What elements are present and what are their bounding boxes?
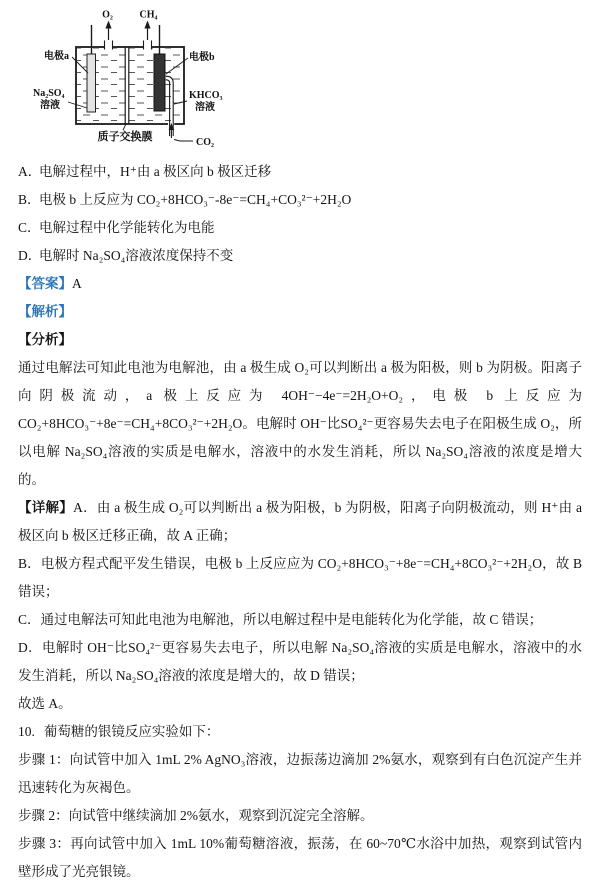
option-b [18, 186, 582, 214]
options-list [18, 158, 582, 270]
analysis-paragraph: 通过电解法可知此电池为电解池，由 a 极生成 O₂可以判断出 a 极为阳极，则 b 为阴极。阳离子向阴极流动，a 极上反应为 4OH⁻−4e⁻=2H₂O+O₂，电极 b 上反应为 CO₂+8HCO₃⁻+8e⁻=CH₄+8CO₃²⁻+2H₂O。电解时 OH⁻比SO₄²⁻更容易失去电子在阳极生成 O₂，所以电解 Na₂SO₄溶液的实质是电解水，溶液中的水发生消耗，所以 Na₂SO₄溶液的浓度是增大的。 [18, 360, 582, 487]
detail-a-paragraph [18, 494, 582, 550]
explain-line [18, 298, 582, 326]
analysis-label: 【分析】 [18, 332, 72, 347]
detail-a-text: A．由 a 极生成 O₂可以判断出 a 极为阳极，b 为阴极，阳离子向阴极流动，则 H⁺由 a 极区向 b 极区迁移正确，故 A 正确； [18, 500, 583, 543]
option-a-text: 电解过程中，H⁺由 a 极区向 b 极区迁移 [39, 164, 272, 179]
question-10-number: 10. [18, 724, 35, 739]
option-c [18, 214, 582, 242]
ch4-arrow-head [144, 21, 150, 29]
answer-value: A [72, 276, 82, 291]
electrolysis-cell-svg [28, 4, 248, 154]
na2so4-label: Na₂SO₄ [33, 88, 65, 99]
electrode-b-label: 电极b [189, 52, 215, 63]
detail-c-paragraph: C．通过电解法可知此电池为电解池，所以电解过程中是电能转化为化学能，故 C 错误； [18, 612, 543, 627]
step-1-paragraph: 步骤 1：向试管中加入 1mL 2% AgNO₃溶液，边振荡边滴加 2%氨水，观察到有白色沉淀产生并迅速转化为灰褐色。 [18, 752, 582, 795]
right-outlet-gap [143, 45, 152, 49]
electrode-a-label: 电极a [44, 51, 69, 62]
detail-b-paragraph: B．电极方程式配平发生错误，电极 b 上反应应为 CO₂+8HCO₃⁻+8e⁻=CH₄+8CO₃²⁻+2H₂O，故 B 错误； [18, 556, 582, 599]
detail-d-paragraph: D．电解时 OH⁻比SO₄²⁻更容易失去电子，所以电解 Na₂SO₄溶液的实质是电解水，溶液中的水发生消耗，所以 Na₂SO₄溶液的浓度是增大的，故 D 错误； [18, 640, 582, 683]
explain-label: 【解析】 [18, 304, 72, 319]
membrane-label: 质子交换膜 [97, 131, 153, 143]
step-3-paragraph: 步骤 3：再向试管中加入 1mL 10%葡萄糖溶液，振荡，在 60~70℃水浴中加热，观察到试管内壁形成了光亮银镜。 [18, 836, 582, 879]
option-c-text: 电解过程中化学能转化为电能 [39, 220, 215, 235]
option-a-letter: A． [18, 164, 42, 179]
answer-label: 【答案】 [18, 276, 72, 291]
electrolysis-diagram [28, 4, 582, 158]
option-d [18, 242, 582, 270]
question-10-title [18, 718, 582, 746]
conclusion-line: 故选 A。 [18, 696, 72, 711]
question-10-text: 葡萄糖的银镜反应实验如下： [43, 724, 220, 739]
electrode-a-bar [87, 54, 96, 112]
option-d-text: 电解时 Na₂SO₄溶液浓度保持不变 [39, 248, 234, 263]
left-solution [77, 49, 125, 123]
detail-label: 【详解】 [18, 500, 74, 515]
ch4-label: CH₄ [139, 9, 158, 21]
left-outlet-gap [104, 45, 113, 49]
electrode-b-bar [154, 54, 165, 111]
answer-line [18, 270, 582, 298]
khco3-solution-label: 溶液 [195, 102, 215, 113]
option-b-text: 电极 b 上反应为 CO₂+8HCO₃⁻-8e⁻=CH₄+CO₃²⁻+2H₂O [39, 192, 352, 207]
analysis-heading [18, 326, 582, 354]
step-2-paragraph: 步骤 2：向试管中继续滴加 2%氨水，观察到沉淀完全溶解。 [18, 808, 374, 823]
co2-callout-line [174, 140, 193, 142]
o2-label: O₂ [102, 9, 113, 21]
co2-label: CO₂ [196, 137, 214, 148]
option-d-letter: D． [18, 248, 42, 263]
option-c-letter: C． [18, 220, 41, 235]
khco3-label: KHCO₃ [189, 90, 223, 101]
o2-arrow-head [105, 21, 111, 29]
option-b-letter: B． [18, 192, 41, 207]
na2so4-solution-label: 溶液 [40, 100, 60, 111]
option-a [18, 158, 582, 186]
